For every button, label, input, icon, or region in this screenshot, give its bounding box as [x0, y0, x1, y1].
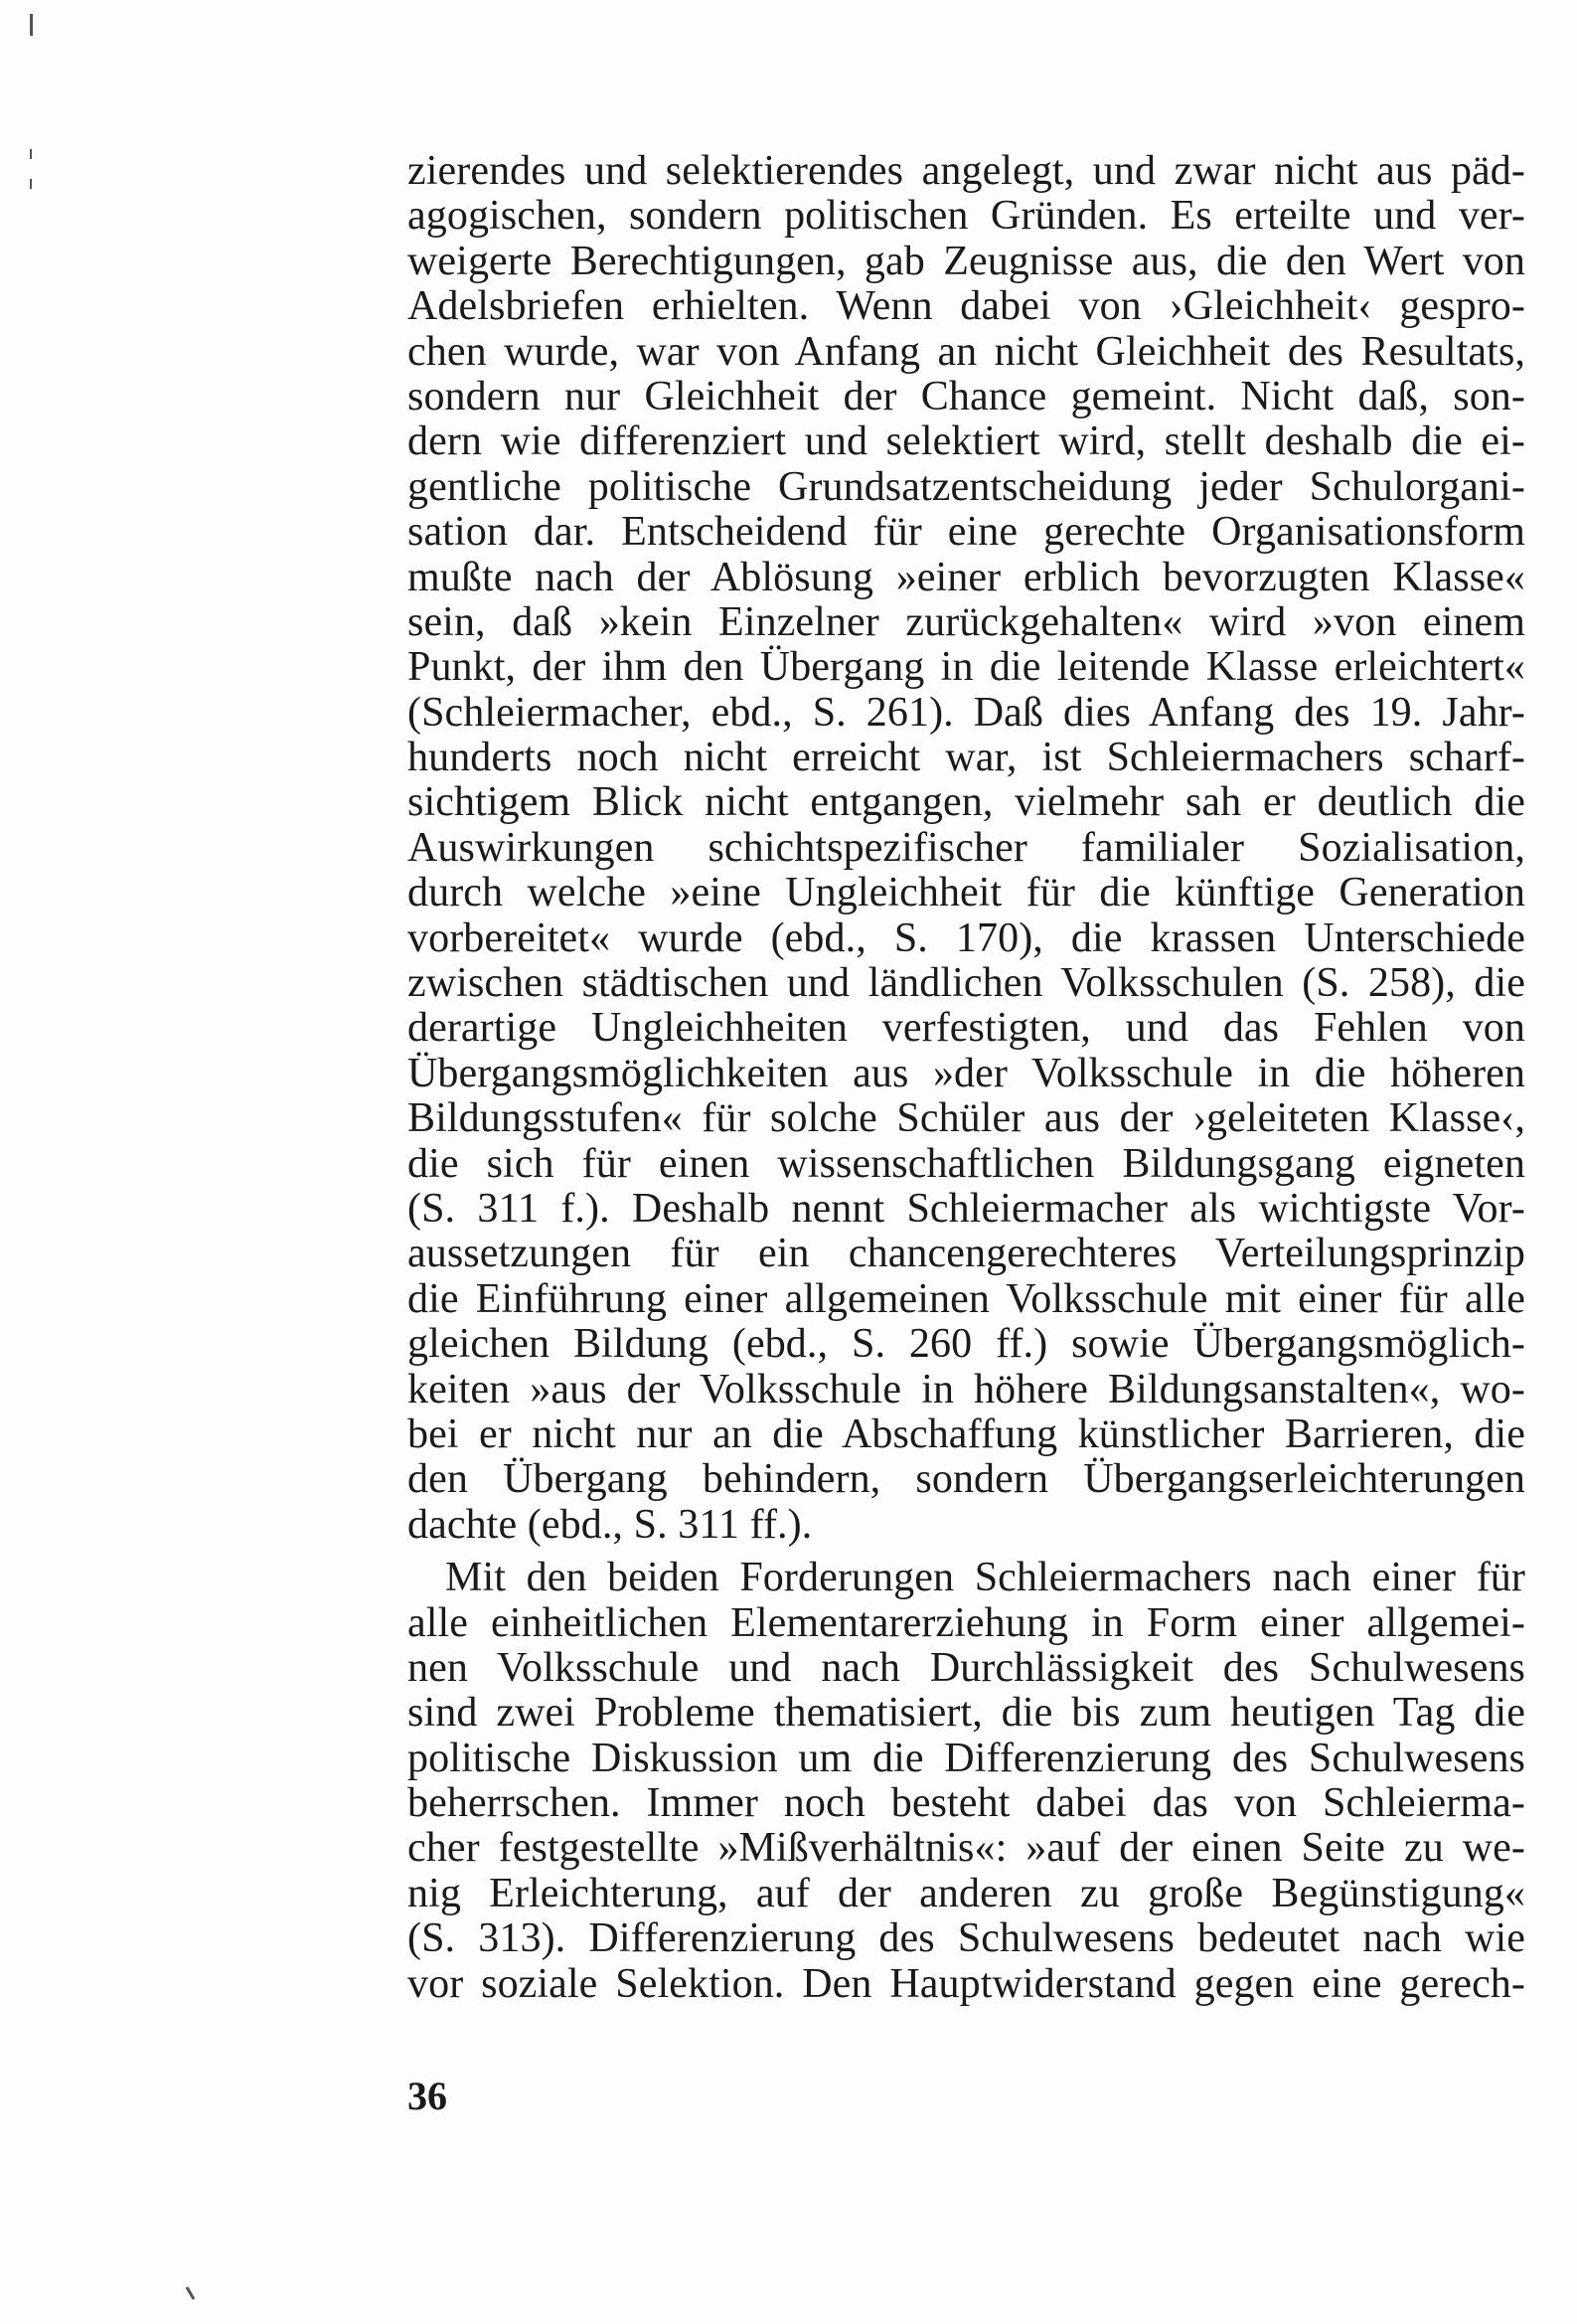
text-line: den Übergang behindern, sondern Übergangserleichterungen	[407, 1456, 1525, 1503]
text-line: sondern nur Gleichheit der Chance gemeint. Nicht daß, son-	[407, 373, 1525, 419]
paragraph-1	[407, 149, 1525, 1548]
text-line: zwischen städtischen und ländlichen Volksschulen (S. 258), die	[407, 960, 1525, 1007]
paragraph-2	[407, 1556, 1525, 2007]
text-line: sation dar. Entscheidend für eine gerechte Organisationsform	[407, 509, 1525, 556]
text-line: Übergangsmöglichkeiten aus »der Volksschule in die höheren	[407, 1050, 1525, 1096]
text-line: nen Volksschule und nach Durchlässigkeit des Schulwesens	[407, 1644, 1525, 1691]
text-line: sind zwei Probleme thematisiert, die bis zum heutigen Tag die	[407, 1690, 1525, 1737]
text-line: durch welche »eine Ungleichheit für die künftige Generation	[407, 870, 1525, 916]
text-line: dachte (ebd., S. 311 ff.).	[407, 1501, 813, 1548]
text-line: (Schleiermacher, ebd., S. 261). Daß dies Anfang des 19. Jahr-	[407, 689, 1525, 736]
text-line: die sich für einen wissenschaftlichen Bildungsgang eigneten	[407, 1140, 1525, 1187]
text-line: weigerte Berechtigungen, gab Zeugnisse aus, die den Wert von	[407, 238, 1525, 284]
text-line: agogischen, sondern politischen Gründen. Es erteilte und ver-	[407, 193, 1525, 240]
text-line: Adelsbriefen erhielten. Wenn dabei von ›Gleichheit‹ gespro-	[407, 283, 1525, 330]
text-line: dern wie differenziert und selektiert wird, stellt deshalb die ei-	[407, 418, 1525, 465]
text-line: Mit den beiden Forderungen Schleiermachers nach einer für	[445, 1555, 1525, 1601]
text-line: Auswirkungen schichtspezifischer familialer Sozialisation,	[407, 824, 1525, 871]
text-line: gleichen Bildung (ebd., S. 260 ff.) sowie Übergangsmöglich-	[407, 1321, 1525, 1368]
text-line: alle einheitlichen Elementarerziehung in Form einer allgemei-	[407, 1599, 1525, 1646]
text-line: beherrschen. Immer noch besteht dabei das von Schleierma-	[407, 1780, 1525, 1827]
text-line: nig Erleichterung, auf der anderen zu große Begünstigung«	[407, 1870, 1525, 1916]
text-line: vorbereitet« wurde (ebd., S. 170), die krassen Unterschiede	[407, 914, 1525, 961]
scan-speck	[30, 179, 32, 189]
text-line: zierendes und selektierendes angelegt, und zwar nicht aus päd-	[407, 148, 1525, 194]
scan-speck	[186, 2286, 196, 2300]
text-line: sichtigem Blick nicht entgangen, vielmehr sah er deutlich die	[407, 779, 1525, 826]
body-text	[407, 149, 1525, 2007]
text-line: keiten »aus der Volksschule in höhere Bildungsanstalten«, wo-	[407, 1366, 1525, 1412]
scan-speck	[30, 14, 33, 36]
text-line: hunderts noch nicht erreicht war, ist Schleiermachers scharf-	[407, 735, 1525, 781]
text-line: Punkt, der ihm den Übergang in die leitende Klasse erleichtert«	[407, 644, 1525, 691]
scan-speck	[30, 149, 32, 159]
text-line: sein, daß »kein Einzelner zurückgehalten« wird »von einem	[407, 598, 1525, 645]
text-line: (S. 311 f.). Deshalb nennt Schleiermacher als wichtigste Vor-	[407, 1185, 1525, 1232]
text-line: derartige Ungleichheiten verfestigten, und das Fehlen von	[407, 1005, 1525, 1052]
text-line: politische Diskussion um die Differenzierung des Schulwesens	[407, 1735, 1525, 1781]
text-line: chen wurde, war von Anfang an nicht Gleichheit des Resultats,	[407, 328, 1525, 375]
text-line: aussetzungen für ein chancengerechteres Verteilungsprinzip	[407, 1231, 1525, 1277]
text-line: (S. 313). Differenzierung des Schulwesens bedeutet nach wie	[407, 1915, 1525, 1962]
text-line: Bildungsstufen« für solche Schüler aus der ›geleiteten Klasse‹,	[407, 1095, 1525, 1142]
page-number: 36	[407, 2074, 447, 2118]
text-line: bei er nicht nur an die Abschaffung künstlicher Barrieren, die	[407, 1411, 1525, 1457]
text-line: cher festgestellte »Mißverhältnis«: »auf der einen Seite zu we-	[407, 1825, 1525, 1872]
text-line: vor soziale Selektion. Den Hauptwiderstand gegen eine gerech-	[407, 1960, 1525, 2007]
text-line: die Einführung einer allgemeinen Volksschule mit einer für alle	[407, 1275, 1525, 1322]
text-line: mußte nach der Ablösung »einer erblich bevorzugten Klasse«	[407, 554, 1525, 600]
text-line: gentliche politische Grundsatzentscheidung jeder Schulorgani-	[407, 463, 1525, 510]
